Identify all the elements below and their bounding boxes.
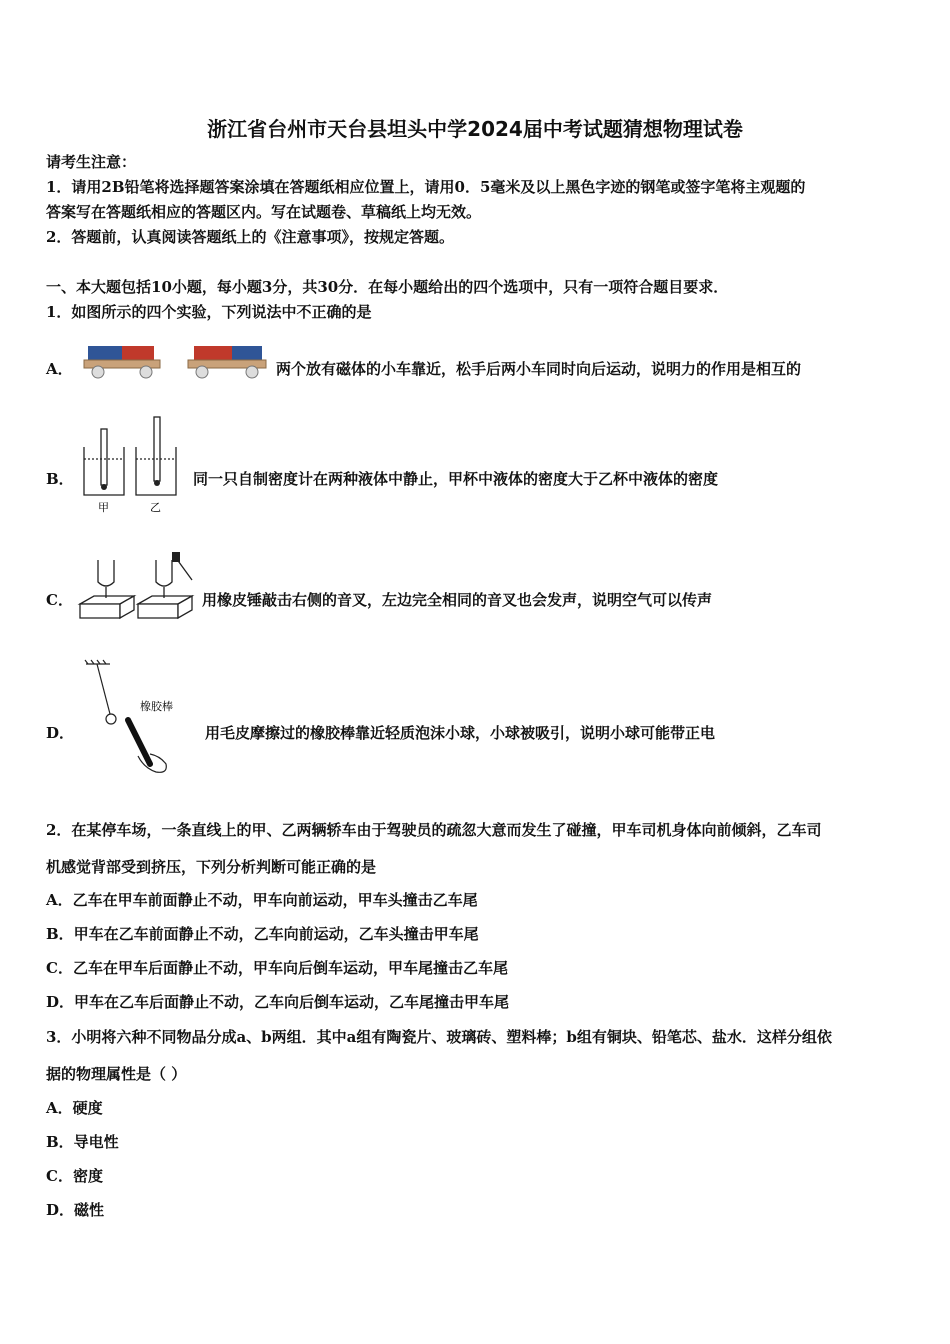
q2-option-d: D．甲车在乙车后面静止不动，乙车向后倒车运动，乙车尾撞击甲车尾	[46, 993, 510, 1011]
notice-line-1: 1．请用2B铅笔将选择题答案涂填在答题纸相应位置上，请用0．5毫米及以上黑色字迹的钢笔或签字笔将主观题的	[46, 178, 806, 196]
q2-option-c: C．乙车在甲车后面静止不动，甲车向后倒车运动，甲车尾撞击乙车尾	[46, 959, 508, 977]
rubber-rod-label: 橡胶棒	[140, 700, 173, 713]
cart-left	[84, 346, 160, 378]
rubber-rod-figure	[80, 660, 205, 785]
question-2-stem-line-1: 2．在某停车场，一条直线上的甲、乙两辆轿车由于驾驶员的疏忽大意而发生了碰撞，甲车司机身体向前倾斜，乙车司	[46, 821, 822, 839]
notice-line-2: 答案写在答题纸相应的答题区内。写在试题卷、草稿纸上均无效。	[46, 203, 482, 221]
hydrometer-beakers-figure	[80, 415, 190, 515]
question-1-stem: 1．如图所示的四个实验，下列说法中不正确的是	[46, 303, 372, 321]
q1-option-a-text: 两个放有磁体的小车靠近，松手后两小车同时向后运动，说明力的作用是相互的	[276, 360, 802, 378]
q1-option-a-label: A．	[46, 360, 73, 378]
q1-option-c-text: 用橡皮锤敲击右侧的音叉，左边完全相同的音叉也会发声，说明空气可以传声	[202, 591, 713, 609]
cart-right	[188, 346, 266, 378]
beaker-right-label: 乙	[150, 501, 161, 514]
notice-heading: 请考生注意：	[46, 153, 137, 171]
question-3-stem-line-2: 据的物理属性是（ ）	[46, 1065, 187, 1083]
q3-option-a: A．硬度	[46, 1099, 103, 1117]
q1-option-b-text: 同一只自制密度计在两种液体中静止，甲杯中液体的密度大于乙杯中液体的密度	[193, 470, 719, 488]
q2-option-a: A．乙车在甲车前面静止不动，甲车向前运动，甲车头撞击乙车尾	[46, 891, 478, 909]
q1-option-d-label: D．	[46, 724, 75, 742]
section-heading: 一、本大题包括10小题，每小题3分，共30分．在每小题给出的四个选项中，只有一项符合题目要求．	[46, 278, 729, 296]
q3-option-c: C．密度	[46, 1167, 103, 1185]
q1-option-d-text: 用毛皮摩擦过的橡胶棒靠近轻质泡沫小球，小球被吸引，说明小球可能带正电	[205, 724, 716, 742]
beaker-left-label: 甲	[98, 501, 109, 514]
q1-option-b-label: B．	[46, 470, 74, 488]
question-2-stem-line-2: 机感觉背部受到挤压，下列分析判断可能正确的是	[46, 858, 377, 876]
q1-option-c-label: C．	[46, 591, 73, 609]
notice-line-3: 2．答题前，认真阅读答题纸上的《注意事项》，按规定答题。	[46, 228, 454, 246]
tuning-forks-figure	[76, 550, 201, 625]
q2-option-b: B．甲车在乙车前面静止不动，乙车向前运动，乙车头撞击甲车尾	[46, 925, 479, 943]
page-title: 浙江省台州市天台县坦头中学2024届中考试题猜想物理试卷	[207, 117, 743, 141]
q3-option-d: D．磁性	[46, 1201, 105, 1219]
magnet-carts-figure	[84, 340, 274, 382]
magnet-blue-pole	[88, 346, 122, 360]
q3-option-b: B．导电性	[46, 1133, 119, 1151]
magnet-red-pole	[122, 346, 154, 360]
question-3-stem-line-1: 3．小明将六种不同物品分成a、b两组．其中a组有陶瓷片、玻璃砖、塑料棒；b组有铜块、铅笔芯、盐水．这样分组依	[46, 1028, 832, 1046]
